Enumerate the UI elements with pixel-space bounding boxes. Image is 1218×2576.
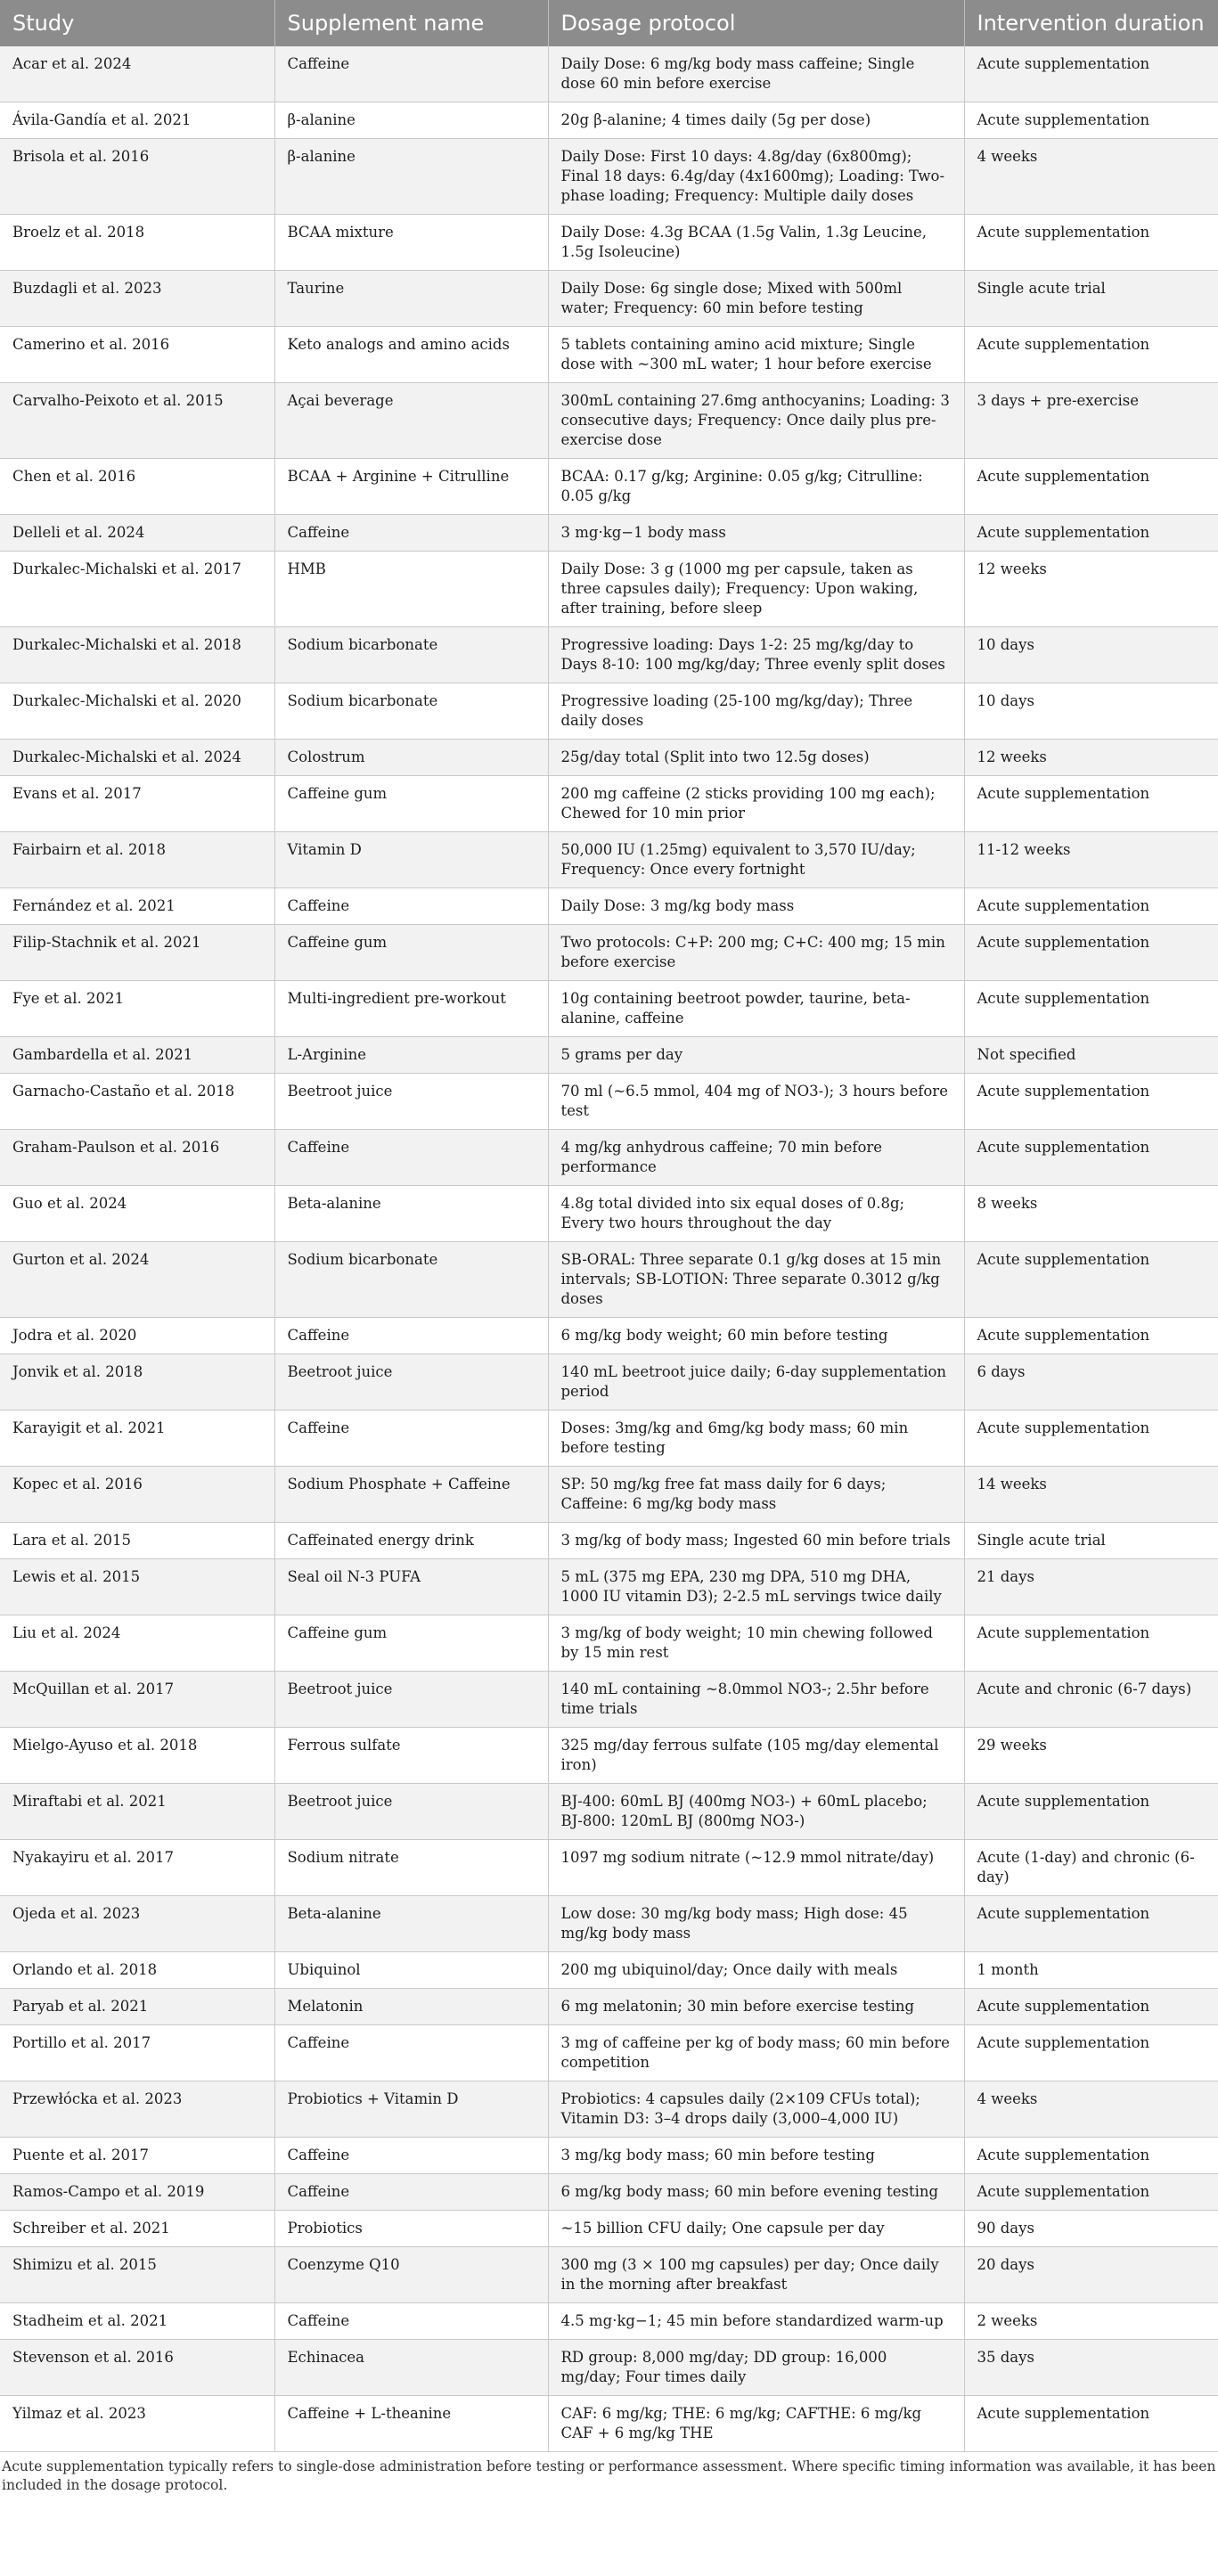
cell-supplement-name: Beta-alanine <box>274 1896 548 1952</box>
cell-study: Garnacho-Castaño et al. 2018 <box>0 1074 274 1130</box>
cell-intervention-duration: Acute supplementation <box>964 1074 1218 1130</box>
cell-dosage-protocol: Probiotics: 4 capsules daily (2×109 CFUs total); Vitamin D3: 3–4 drops daily (3,000–4,000 IU) <box>548 2081 964 2138</box>
cell-dosage-protocol: Daily Dose: 4.3g BCAA (1.5g Valin, 1.3g Leucine, 1.5g Isoleucine) <box>548 215 964 271</box>
cell-supplement-name: Caffeine <box>274 1130 548 1186</box>
cell-supplement-name: Caffeine <box>274 2303 548 2340</box>
table-row <box>0 1354 1218 1411</box>
cell-dosage-protocol: Daily Dose: 6 mg/kg body mass caffeine; Single dose 60 min before exercise <box>548 46 964 102</box>
table-row <box>0 1523 1218 1559</box>
table-row <box>0 1728 1218 1784</box>
cell-intervention-duration: 12 weeks <box>964 552 1218 627</box>
cell-study: Buzdagli et al. 2023 <box>0 271 274 327</box>
table-row <box>0 1989 1218 2025</box>
cell-supplement-name: Caffeine gum <box>274 776 548 832</box>
cell-supplement-name: Keto analogs and amino acids <box>274 327 548 383</box>
table-row <box>0 627 1218 683</box>
cell-dosage-protocol: 4.8g total divided into six equal doses of 0.8g; Every two hours throughout the day <box>548 1186 964 1242</box>
table-row <box>0 459 1218 515</box>
cell-intervention-duration: 20 days <box>964 2247 1218 2303</box>
cell-dosage-protocol: 200 mg caffeine (2 sticks providing 100 mg each); Chewed for 10 min prior <box>548 776 964 832</box>
cell-intervention-duration: 4 weeks <box>964 2081 1218 2138</box>
cell-intervention-duration: 14 weeks <box>964 1467 1218 1523</box>
table-row <box>0 1037 1218 1074</box>
cell-supplement-name: Probiotics <box>274 2211 548 2247</box>
cell-dosage-protocol: 3 mg of caffeine per kg of body mass; 60 min before competition <box>548 2025 964 2081</box>
cell-supplement-name: Vitamin D <box>274 832 548 888</box>
cell-study: Karayigit et al. 2021 <box>0 1411 274 1467</box>
cell-dosage-protocol: Doses: 3mg/kg and 6mg/kg body mass; 60 min before testing <box>548 1411 964 1467</box>
cell-intervention-duration: 12 weeks <box>964 740 1218 776</box>
table-body <box>0 46 1218 2452</box>
cell-intervention-duration: Acute supplementation <box>964 2138 1218 2174</box>
cell-intervention-duration: 3 days + pre-exercise <box>964 383 1218 459</box>
cell-study: Yilmaz et al. 2023 <box>0 2396 274 2452</box>
table-row <box>0 1242 1218 1318</box>
cell-supplement-name: β-alanine <box>274 102 548 139</box>
table-row <box>0 2025 1218 2081</box>
cell-supplement-name: BCAA + Arginine + Citrulline <box>274 459 548 515</box>
table-row <box>0 1130 1218 1186</box>
table-row <box>0 2138 1218 2174</box>
cell-dosage-protocol: CAF: 6 mg/kg; THE: 6 mg/kg; CAFTHE: 6 mg/kg CAF + 6 mg/kg THE <box>548 2396 964 2452</box>
cell-supplement-name: Echinacea <box>274 2340 548 2396</box>
table-row <box>0 925 1218 981</box>
table-row <box>0 776 1218 832</box>
cell-intervention-duration: 2 weeks <box>964 2303 1218 2340</box>
table-row <box>0 981 1218 1037</box>
cell-supplement-name: Sodium nitrate <box>274 1840 548 1896</box>
cell-study: Fairbairn et al. 2018 <box>0 832 274 888</box>
cell-supplement-name: Taurine <box>274 271 548 327</box>
cell-dosage-protocol: BCAA: 0.17 g/kg; Arginine: 0.05 g/kg; Citrulline: 0.05 g/kg <box>548 459 964 515</box>
table-row <box>0 327 1218 383</box>
cell-study: Evans et al. 2017 <box>0 776 274 832</box>
cell-dosage-protocol: 200 mg ubiquinol/day; Once daily with meals <box>548 1952 964 1989</box>
table-row <box>0 1074 1218 1130</box>
cell-supplement-name: Beta-alanine <box>274 1186 548 1242</box>
cell-study: Jonvik et al. 2018 <box>0 1354 274 1411</box>
cell-study: Nyakayiru et al. 2017 <box>0 1840 274 1896</box>
table-row <box>0 1467 1218 1523</box>
cell-intervention-duration: Acute and chronic (6-7 days) <box>964 1672 1218 1728</box>
cell-intervention-duration: Single acute trial <box>964 1523 1218 1559</box>
cell-supplement-name: Caffeinated energy drink <box>274 1523 548 1559</box>
cell-intervention-duration: 10 days <box>964 683 1218 740</box>
table-row <box>0 2247 1218 2303</box>
cell-dosage-protocol: 300mL containing 27.6mg anthocyanins; Loading: 3 consecutive days; Frequency: Once daily plus pre-exercise dose <box>548 383 964 459</box>
table-row <box>0 271 1218 327</box>
cell-intervention-duration: Acute supplementation <box>964 888 1218 925</box>
cell-supplement-name: Açai beverage <box>274 383 548 459</box>
cell-supplement-name: Multi-ingredient pre-workout <box>274 981 548 1037</box>
cell-supplement-name: Caffeine <box>274 46 548 102</box>
cell-study: Ojeda et al. 2023 <box>0 1896 274 1952</box>
cell-study: Ramos-Campo et al. 2019 <box>0 2174 274 2211</box>
cell-intervention-duration: Acute supplementation <box>964 1784 1218 1840</box>
table-row <box>0 888 1218 925</box>
cell-study: Jodra et al. 2020 <box>0 1318 274 1354</box>
cell-supplement-name: Caffeine <box>274 2138 548 2174</box>
cell-study: Acar et al. 2024 <box>0 46 274 102</box>
cell-supplement-name: Probiotics + Vitamin D <box>274 2081 548 2138</box>
cell-dosage-protocol: 3 mg·kg−1 body mass <box>548 515 964 552</box>
cell-supplement-name: Caffeine gum <box>274 1615 548 1672</box>
cell-study: Portillo et al. 2017 <box>0 2025 274 2081</box>
cell-intervention-duration: Acute supplementation <box>964 327 1218 383</box>
table-row <box>0 1784 1218 1840</box>
cell-dosage-protocol: SB-ORAL: Three separate 0.1 g/kg doses at 15 min intervals; SB-LOTION: Three separate 0.3012 g/kg doses <box>548 1242 964 1318</box>
cell-intervention-duration: Acute supplementation <box>964 102 1218 139</box>
cell-dosage-protocol: 5 grams per day <box>548 1037 964 1074</box>
cell-supplement-name: HMB <box>274 552 548 627</box>
cell-intervention-duration: Acute supplementation <box>964 2174 1218 2211</box>
table-row <box>0 1186 1218 1242</box>
cell-intervention-duration: Acute supplementation <box>964 1318 1218 1354</box>
cell-study: McQuillan et al. 2017 <box>0 1672 274 1728</box>
cell-intervention-duration: 21 days <box>964 1559 1218 1615</box>
cell-supplement-name: Sodium Phosphate + Caffeine <box>274 1467 548 1523</box>
table-row <box>0 515 1218 552</box>
cell-study: Durkalec-Michalski et al. 2018 <box>0 627 274 683</box>
table-row <box>0 2340 1218 2396</box>
cell-study: Durkalec-Michalski et al. 2017 <box>0 552 274 627</box>
header-study: Study <box>0 0 274 46</box>
cell-study: Graham-Paulson et al. 2016 <box>0 1130 274 1186</box>
cell-dosage-protocol: 6 mg melatonin; 30 min before exercise testing <box>548 1989 964 2025</box>
cell-intervention-duration: 90 days <box>964 2211 1218 2247</box>
cell-study: Lewis et al. 2015 <box>0 1559 274 1615</box>
cell-dosage-protocol: 6 mg/kg body weight; 60 min before testing <box>548 1318 964 1354</box>
cell-dosage-protocol: 25g/day total (Split into two 12.5g doses) <box>548 740 964 776</box>
cell-supplement-name: L-Arginine <box>274 1037 548 1074</box>
cell-supplement-name: Colostrum <box>274 740 548 776</box>
cell-dosage-protocol: Progressive loading (25-100 mg/kg/day); Three daily doses <box>548 683 964 740</box>
cell-dosage-protocol: 20g β-alanine; 4 times daily (5g per dose) <box>548 102 964 139</box>
cell-intervention-duration: Acute supplementation <box>964 1242 1218 1318</box>
cell-dosage-protocol: Two protocols: C+P: 200 mg; C+C: 400 mg; 15 min before exercise <box>548 925 964 981</box>
cell-study: Orlando et al. 2018 <box>0 1952 274 1989</box>
cell-dosage-protocol: Daily Dose: 3 mg/kg body mass <box>548 888 964 925</box>
table-row <box>0 1318 1218 1354</box>
cell-intervention-duration: Acute supplementation <box>964 981 1218 1037</box>
cell-dosage-protocol: 140 mL containing ~8.0mmol NO3-; 2.5hr before time trials <box>548 1672 964 1728</box>
cell-dosage-protocol: 3 mg/kg of body mass; Ingested 60 min before trials <box>548 1523 964 1559</box>
cell-study: Przewłócka et al. 2023 <box>0 2081 274 2138</box>
cell-intervention-duration: 6 days <box>964 1354 1218 1411</box>
cell-intervention-duration: Acute supplementation <box>964 2396 1218 2452</box>
cell-intervention-duration: Acute supplementation <box>964 515 1218 552</box>
cell-intervention-duration: Acute supplementation <box>964 776 1218 832</box>
cell-study: Camerino et al. 2016 <box>0 327 274 383</box>
cell-dosage-protocol: 6 mg/kg body mass; 60 min before evening testing <box>548 2174 964 2211</box>
cell-study: Liu et al. 2024 <box>0 1615 274 1672</box>
cell-intervention-duration: Acute supplementation <box>964 1896 1218 1952</box>
table-footnote: Acute supplementation typically refers to single-dose administration before testing or performance assessment. Where specific timing information was available, it has been included in the dosage protocol. <box>2 2458 1216 2493</box>
cell-intervention-duration: Acute supplementation <box>964 459 1218 515</box>
header-intervention-duration: Intervention duration <box>964 0 1218 46</box>
cell-intervention-duration: 29 weeks <box>964 1728 1218 1784</box>
cell-dosage-protocol: Low dose: 30 mg/kg body mass; High dose: 45 mg/kg body mass <box>548 1896 964 1952</box>
header-supplement-name: Supplement name <box>274 0 548 46</box>
cell-supplement-name: Caffeine <box>274 515 548 552</box>
cell-dosage-protocol: Daily Dose: 3 g (1000 mg per capsule, taken as three capsules daily); Frequency: Upon waking, after training, before sleep <box>548 552 964 627</box>
cell-intervention-duration: 35 days <box>964 2340 1218 2396</box>
table-row <box>0 102 1218 139</box>
cell-dosage-protocol: Daily Dose: First 10 days: 4.8g/day (6x800mg); Final 18 days: 6.4g/day (4x1600mg); Loading: Two-phase loading; Frequency: Multiple daily doses <box>548 139 964 215</box>
cell-study: Fye et al. 2021 <box>0 981 274 1037</box>
cell-supplement-name: Beetroot juice <box>274 1074 548 1130</box>
cell-supplement-name: Caffeine <box>274 2025 548 2081</box>
cell-supplement-name: Caffeine <box>274 1411 548 1467</box>
cell-study: Chen et al. 2016 <box>0 459 274 515</box>
table-row <box>0 2174 1218 2211</box>
cell-study: Durkalec-Michalski et al. 2020 <box>0 683 274 740</box>
cell-study: Shimizu et al. 2015 <box>0 2247 274 2303</box>
cell-study: Stadheim et al. 2021 <box>0 2303 274 2340</box>
cell-study: Guo et al. 2024 <box>0 1186 274 1242</box>
cell-supplement-name: Beetroot juice <box>274 1672 548 1728</box>
table-row <box>0 139 1218 215</box>
cell-study: Miraftabi et al. 2021 <box>0 1784 274 1840</box>
cell-dosage-protocol: 1097 mg sodium nitrate (~12.9 mmol nitrate/day) <box>548 1840 964 1896</box>
cell-supplement-name: β-alanine <box>274 139 548 215</box>
table-row <box>0 740 1218 776</box>
cell-intervention-duration: 4 weeks <box>964 139 1218 215</box>
table-header-row <box>0 0 1218 46</box>
cell-study: Paryab et al. 2021 <box>0 1989 274 2025</box>
cell-intervention-duration: 8 weeks <box>964 1186 1218 1242</box>
table-row <box>0 1840 1218 1896</box>
cell-supplement-name: Caffeine <box>274 2174 548 2211</box>
cell-dosage-protocol: 140 mL beetroot juice daily; 6-day supplementation period <box>548 1354 964 1411</box>
cell-study: Gurton et al. 2024 <box>0 1242 274 1318</box>
cell-supplement-name: Beetroot juice <box>274 1354 548 1411</box>
cell-intervention-duration: Acute supplementation <box>964 925 1218 981</box>
cell-dosage-protocol: 10g containing beetroot powder, taurine, beta-alanine, caffeine <box>548 981 964 1037</box>
cell-dosage-protocol: Daily Dose: 6g single dose; Mixed with 500ml water; Frequency: 60 min before testing <box>548 271 964 327</box>
cell-supplement-name: Ferrous sulfate <box>274 1728 548 1784</box>
cell-study: Puente et al. 2017 <box>0 2138 274 2174</box>
cell-supplement-name: Caffeine gum <box>274 925 548 981</box>
table-row <box>0 683 1218 740</box>
cell-dosage-protocol: Progressive loading: Days 1-2: 25 mg/kg/day to Days 8-10: 100 mg/kg/day; Three evenly split doses <box>548 627 964 683</box>
cell-dosage-protocol: 50,000 IU (1.25mg) equivalent to 3,570 IU/day; Frequency: Once every fortnight <box>548 832 964 888</box>
table-row <box>0 2396 1218 2452</box>
table-row <box>0 832 1218 888</box>
cell-supplement-name: Beetroot juice <box>274 1784 548 1840</box>
cell-dosage-protocol: 70 ml (~6.5 mmol, 404 mg of NO3-); 3 hours before test <box>548 1074 964 1130</box>
cell-dosage-protocol: BJ-400: 60mL BJ (400mg NO3-) + 60mL placebo; BJ-800: 120mL BJ (800mg NO3-) <box>548 1784 964 1840</box>
table-row <box>0 1896 1218 1952</box>
cell-study: Delleli et al. 2024 <box>0 515 274 552</box>
cell-supplement-name: Ubiquinol <box>274 1952 548 1989</box>
cell-dosage-protocol: SP: 50 mg/kg free fat mass daily for 6 days; Caffeine: 6 mg/kg body mass <box>548 1467 964 1523</box>
cell-supplement-name: Sodium bicarbonate <box>274 1242 548 1318</box>
cell-intervention-duration: Acute supplementation <box>964 1989 1218 2025</box>
cell-intervention-duration: Acute supplementation <box>964 1411 1218 1467</box>
cell-intervention-duration: Acute supplementation <box>964 1130 1218 1186</box>
table-row <box>0 1615 1218 1672</box>
cell-study: Fernández et al. 2021 <box>0 888 274 925</box>
cell-intervention-duration: Acute supplementation <box>964 46 1218 102</box>
cell-study: Gambardella et al. 2021 <box>0 1037 274 1074</box>
cell-supplement-name: Sodium bicarbonate <box>274 627 548 683</box>
cell-intervention-duration: 1 month <box>964 1952 1218 1989</box>
table-row <box>0 2081 1218 2138</box>
table-row <box>0 46 1218 102</box>
cell-study: Kopec et al. 2016 <box>0 1467 274 1523</box>
cell-dosage-protocol: RD group: 8,000 mg/day; DD group: 16,000 mg/day; Four times daily <box>548 2340 964 2396</box>
cell-intervention-duration: Not specified <box>964 1037 1218 1074</box>
cell-dosage-protocol: 5 tablets containing amino acid mixture; Single dose with ~300 mL water; 1 hour before exercise <box>548 327 964 383</box>
table-row <box>0 1672 1218 1728</box>
cell-intervention-duration: Acute supplementation <box>964 2025 1218 2081</box>
table-row <box>0 1411 1218 1467</box>
cell-study: Brisola et al. 2016 <box>0 139 274 215</box>
cell-study: Lara et al. 2015 <box>0 1523 274 1559</box>
table-row <box>0 215 1218 271</box>
cell-intervention-duration: Acute supplementation <box>964 1615 1218 1672</box>
table-row <box>0 1952 1218 1989</box>
cell-intervention-duration: Acute supplementation <box>964 215 1218 271</box>
cell-supplement-name: Sodium bicarbonate <box>274 683 548 740</box>
cell-study: Schreiber et al. 2021 <box>0 2211 274 2247</box>
cell-supplement-name: Caffeine <box>274 1318 548 1354</box>
cell-dosage-protocol: 3 mg/kg of body weight; 10 min chewing followed by 15 min rest <box>548 1615 964 1672</box>
cell-study: Filip-Stachnik et al. 2021 <box>0 925 274 981</box>
table-row <box>0 552 1218 627</box>
cell-dosage-protocol: 4.5 mg·kg−1; 45 min before standardized warm-up <box>548 2303 964 2340</box>
cell-intervention-duration: Single acute trial <box>964 271 1218 327</box>
table-row <box>0 1559 1218 1615</box>
cell-study: Broelz et al. 2018 <box>0 215 274 271</box>
cell-supplement-name: Melatonin <box>274 1989 548 2025</box>
header-dosage-protocol: Dosage protocol <box>548 0 964 46</box>
table-row <box>0 2303 1218 2340</box>
cell-supplement-name: Caffeine <box>274 888 548 925</box>
cell-supplement-name: Seal oil N-3 PUFA <box>274 1559 548 1615</box>
cell-dosage-protocol: 325 mg/day ferrous sulfate (105 mg/day elemental iron) <box>548 1728 964 1784</box>
cell-intervention-duration: 10 days <box>964 627 1218 683</box>
cell-supplement-name: Coenzyme Q10 <box>274 2247 548 2303</box>
cell-supplement-name: BCAA mixture <box>274 215 548 271</box>
cell-dosage-protocol: 5 mL (375 mg EPA, 230 mg DPA, 510 mg DHA, 1000 IU vitamin D3); 2-2.5 mL servings twice daily <box>548 1559 964 1615</box>
cell-dosage-protocol: ~15 billion CFU daily; One capsule per day <box>548 2211 964 2247</box>
cell-dosage-protocol: 4 mg/kg anhydrous caffeine; 70 min before performance <box>548 1130 964 1186</box>
cell-study: Durkalec-Michalski et al. 2024 <box>0 740 274 776</box>
cell-study: Ávila-Gandía et al. 2021 <box>0 102 274 139</box>
cell-study: Carvalho-Peixoto et al. 2015 <box>0 383 274 459</box>
cell-supplement-name: Caffeine + L-theanine <box>274 2396 548 2452</box>
table-row <box>0 2211 1218 2247</box>
cell-intervention-duration: 11-12 weeks <box>964 832 1218 888</box>
cell-study: Mielgo-Ayuso et al. 2018 <box>0 1728 274 1784</box>
table-row <box>0 383 1218 459</box>
cell-intervention-duration: Acute (1-day) and chronic (6-day) <box>964 1840 1218 1896</box>
cell-dosage-protocol: 3 mg/kg body mass; 60 min before testing <box>548 2138 964 2174</box>
cell-study: Stevenson et al. 2016 <box>0 2340 274 2396</box>
cell-dosage-protocol: 300 mg (3 × 100 mg capsules) per day; Once daily in the morning after breakfast <box>548 2247 964 2303</box>
